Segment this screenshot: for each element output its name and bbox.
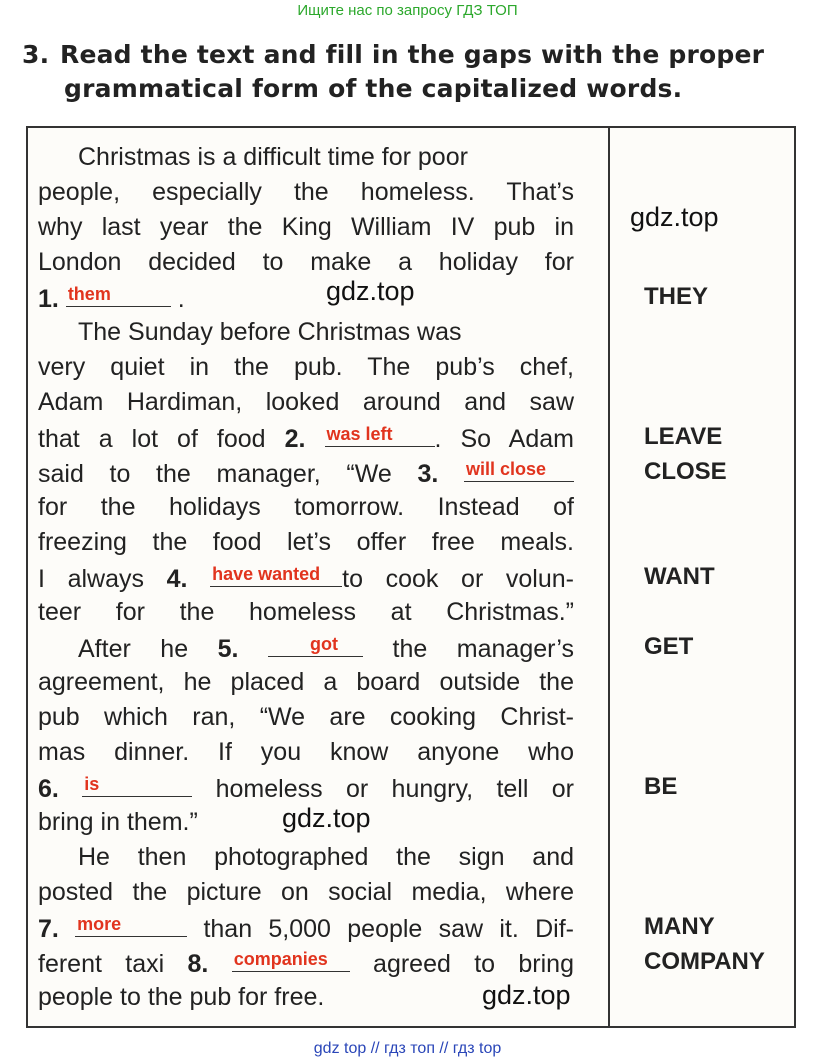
handwritten-answer: more <box>77 914 122 934</box>
text-line <box>38 700 574 734</box>
column-divider <box>608 126 610 1028</box>
text-line <box>38 210 574 244</box>
text-segment: . <box>170 285 185 313</box>
capitalized-keyword: MANY <box>644 913 715 940</box>
text-line <box>38 595 574 629</box>
watermark: gdz.top <box>630 202 719 232</box>
text-line <box>38 665 574 699</box>
gap-number: 3. <box>417 460 439 488</box>
text-line <box>38 420 574 454</box>
text-segment: pub which ran, “We are cooking Christ- <box>38 703 574 731</box>
handwritten-answer: have wanted <box>212 564 321 584</box>
answer-gap[interactable] <box>66 280 171 307</box>
text-line <box>38 910 574 944</box>
text-segment: bring in them.” <box>38 808 198 836</box>
answer-gap[interactable] <box>325 420 435 447</box>
task-number: 3. <box>22 40 50 69</box>
text-segment: I always <box>38 565 167 593</box>
header-link[interactable]: Ищите нас по запросу ГДЗ ТОП <box>297 2 518 19</box>
text-segment: ferent taxi <box>38 950 188 978</box>
footer-link[interactable]: gdz top // гдз топ // гдз top <box>313 1040 502 1057</box>
watermark: gdz.top <box>326 276 415 306</box>
text-line <box>38 770 574 804</box>
text-line <box>38 455 574 489</box>
answer-gap[interactable] <box>75 910 187 937</box>
watermark: gdz.top <box>482 980 571 1010</box>
gap-number: 1. <box>38 285 59 313</box>
handwritten-answer: them <box>67 284 111 304</box>
text-segment: why last year the King William IV pub in <box>38 213 574 241</box>
task-heading <box>22 38 802 106</box>
text-line <box>38 140 574 174</box>
gap-number: 4. <box>166 565 188 593</box>
text-segment: posted the picture on social media, where <box>38 878 574 906</box>
text-segment: than 5,000 people saw it. Dif- <box>187 915 574 943</box>
text-segment: He then photographed the sign and <box>78 843 574 871</box>
watermark: gdz.top <box>282 803 371 833</box>
text-line <box>38 945 574 979</box>
text-line <box>38 385 574 419</box>
text-segment: homeless or hungry, tell or <box>192 775 575 803</box>
text-segment: freezing the food let’s offer free meals. <box>38 528 574 556</box>
gap-number: 8. <box>187 950 209 978</box>
text-line <box>38 175 574 209</box>
text-line <box>38 875 574 909</box>
text-line <box>38 490 574 524</box>
handwritten-answer: is <box>84 774 100 794</box>
text-line <box>38 350 574 384</box>
answer-gap[interactable] <box>232 945 350 972</box>
handwritten-answer: will close <box>466 459 547 479</box>
text-segment: teer for the homeless at Christmas.” <box>38 598 574 626</box>
text-segment: After he <box>78 635 218 663</box>
text-segment: the manager’s <box>363 635 574 663</box>
text-line <box>38 315 574 349</box>
task-line-2: grammatical form of the capitalized words. <box>64 74 683 103</box>
capitalized-keyword: LEAVE <box>644 423 723 450</box>
capitalized-keyword: BE <box>644 773 678 800</box>
handwritten-answer: companies <box>233 949 328 969</box>
text-segment: people, especially the homeless. That’s <box>38 178 574 206</box>
text-line <box>38 525 574 559</box>
answer-gap[interactable] <box>82 770 192 797</box>
capitalized-keyword: COMPANY <box>644 948 765 975</box>
text-segment: . So Adam <box>434 425 574 453</box>
text-segment: that a lot of food <box>38 425 285 453</box>
text-segment: agreement, he placed a board outside the <box>38 668 574 696</box>
text-line <box>38 560 574 594</box>
text-line <box>38 840 574 874</box>
text-segment: agreed to bring <box>349 950 574 978</box>
gap-number: 2. <box>284 425 306 453</box>
text-segment: to cook or volun- <box>342 565 574 593</box>
answer-gap[interactable] <box>268 630 363 657</box>
text-line <box>38 630 574 664</box>
text-segment: London decided to make a holiday for <box>38 248 574 276</box>
text-segment: said to the manager, “We <box>38 460 418 488</box>
capitalized-keyword: THEY <box>644 283 709 310</box>
text-segment: Adam Hardiman, looked around and saw <box>38 388 574 416</box>
handwritten-answer: was left <box>326 424 393 444</box>
text-segment: people to the pub for free. <box>38 983 325 1011</box>
capitalized-keyword: WANT <box>644 563 715 590</box>
handwritten-answer: got <box>310 634 338 654</box>
gap-number: 5. <box>217 635 239 663</box>
text-segment: Christmas is a difficult time for poor <box>78 143 468 171</box>
gap-number: 6. <box>38 775 59 803</box>
answer-gap[interactable] <box>464 455 574 482</box>
text-line <box>38 735 574 769</box>
gap-number: 7. <box>38 915 59 943</box>
answer-gap[interactable] <box>210 560 342 587</box>
text-line <box>38 245 574 279</box>
capitalized-keyword: CLOSE <box>644 458 727 485</box>
capitalized-keyword: GET <box>644 633 694 660</box>
text-segment: very quiet in the pub. The pub’s chef, <box>38 353 574 381</box>
text-line <box>38 280 574 314</box>
text-segment: mas dinner. If you know anyone who <box>38 738 574 766</box>
task-line-1: Read the text and fill in the gaps with the proper <box>60 40 765 69</box>
text-segment: for the holidays tomorrow. Instead of <box>38 493 574 521</box>
text-segment: The Sunday before Christmas was <box>78 318 462 346</box>
